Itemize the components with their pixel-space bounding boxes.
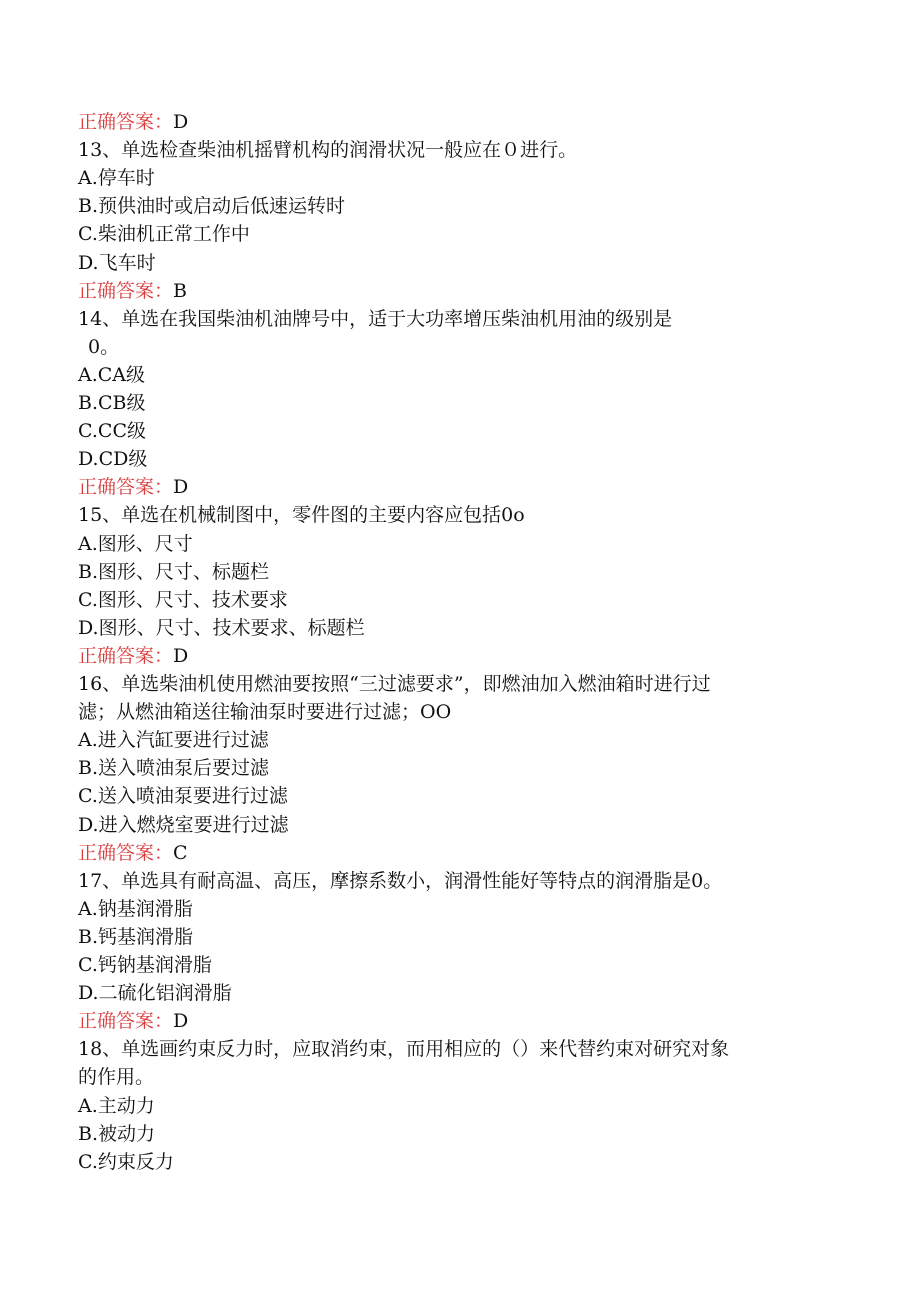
- option-line: D.二硫化铝润滑脂: [78, 982, 232, 1005]
- option-line: C.柴油机正常工作中: [78, 223, 250, 246]
- answer-value: D: [173, 476, 189, 499]
- answer-label: 正确答案：: [78, 279, 174, 302]
- option-line: A.主动力: [78, 1094, 155, 1117]
- answer-value: D: [173, 644, 189, 667]
- option-line: C.图形、尺寸、技术要求: [78, 588, 288, 611]
- question-line: 15、单选在机械制图中，零件图的主要内容应包括0o: [78, 504, 525, 527]
- question-line: 16、单选柴油机使用燃油要按照“三过滤要求”，即燃油加入燃油箱时进行过: [78, 673, 711, 695]
- option-line: A.停车时: [78, 167, 155, 190]
- option-line: B.预供油时或启动后低速运转时: [78, 195, 346, 218]
- option-line: B.被动力: [78, 1122, 156, 1145]
- answer-value: D: [173, 111, 189, 133]
- option-line: A.CA级: [78, 363, 146, 386]
- question-line: 13、单选检查柴油机摇臂机构的润滑状况一般应在０进行。: [78, 139, 578, 162]
- option-line: A.图形、尺寸: [78, 532, 193, 555]
- answer-label: 正确答案：: [78, 841, 174, 864]
- answer-line: [78, 277, 187, 305]
- option-line: A.钠基润滑脂: [78, 897, 193, 920]
- option-line: C.送入喷油泵要进行过滤: [78, 785, 288, 808]
- answer-value: D: [173, 1010, 189, 1033]
- answer-value: C: [173, 841, 188, 864]
- option-line: A.进入汽缸要进行过滤: [78, 729, 269, 752]
- option-line: D.飞车时: [78, 251, 156, 274]
- answer-label: 正确答案：: [78, 476, 174, 499]
- option-line: B.钙基润滑脂: [78, 925, 194, 948]
- option-line: D.CD级: [78, 448, 148, 471]
- answer-value: B: [173, 279, 187, 302]
- option-line: D.图形、尺寸、技术要求、标题栏: [78, 616, 365, 639]
- option-line: B.图形、尺寸、标题栏: [78, 560, 270, 583]
- option-line: D.进入燃烧室要进行过滤: [78, 813, 289, 836]
- answer-line: [78, 108, 188, 136]
- question-line: 18、单选画约束反力时，应取消约束，而用相应的（）来代替约束对研究对象: [78, 1038, 730, 1061]
- answer-label: 正确答案：: [78, 111, 174, 133]
- option-line: C.约束反力: [78, 1150, 174, 1173]
- question-line: 0。: [88, 335, 120, 358]
- answer-line: [78, 642, 188, 670]
- option-line: B.CB级: [78, 392, 146, 414]
- option-line: C.钙钠基润滑脂: [78, 954, 212, 976]
- answer-label: 正确答案：: [78, 1010, 174, 1033]
- answer-label: 正确答案：: [78, 644, 174, 667]
- answer-line: [78, 473, 188, 501]
- option-line: B.送入喷油泵后要过滤: [78, 757, 270, 780]
- option-line: C.CC级: [78, 420, 146, 443]
- question-line: 滤；从燃油箱送往输油泵时要进行过滤；OO: [78, 701, 452, 724]
- answer-line: [78, 839, 188, 867]
- answer-line: [78, 1007, 188, 1035]
- question-line: 17、单选具有耐高温、高压，摩擦系数小，润滑性能好等特点的润滑脂是0。: [78, 869, 723, 892]
- question-line: 14、单选在我国柴油机油牌号中，适于大功率增压柴油机用油的级别是: [78, 307, 673, 330]
- question-line: 的作用。: [78, 1066, 155, 1089]
